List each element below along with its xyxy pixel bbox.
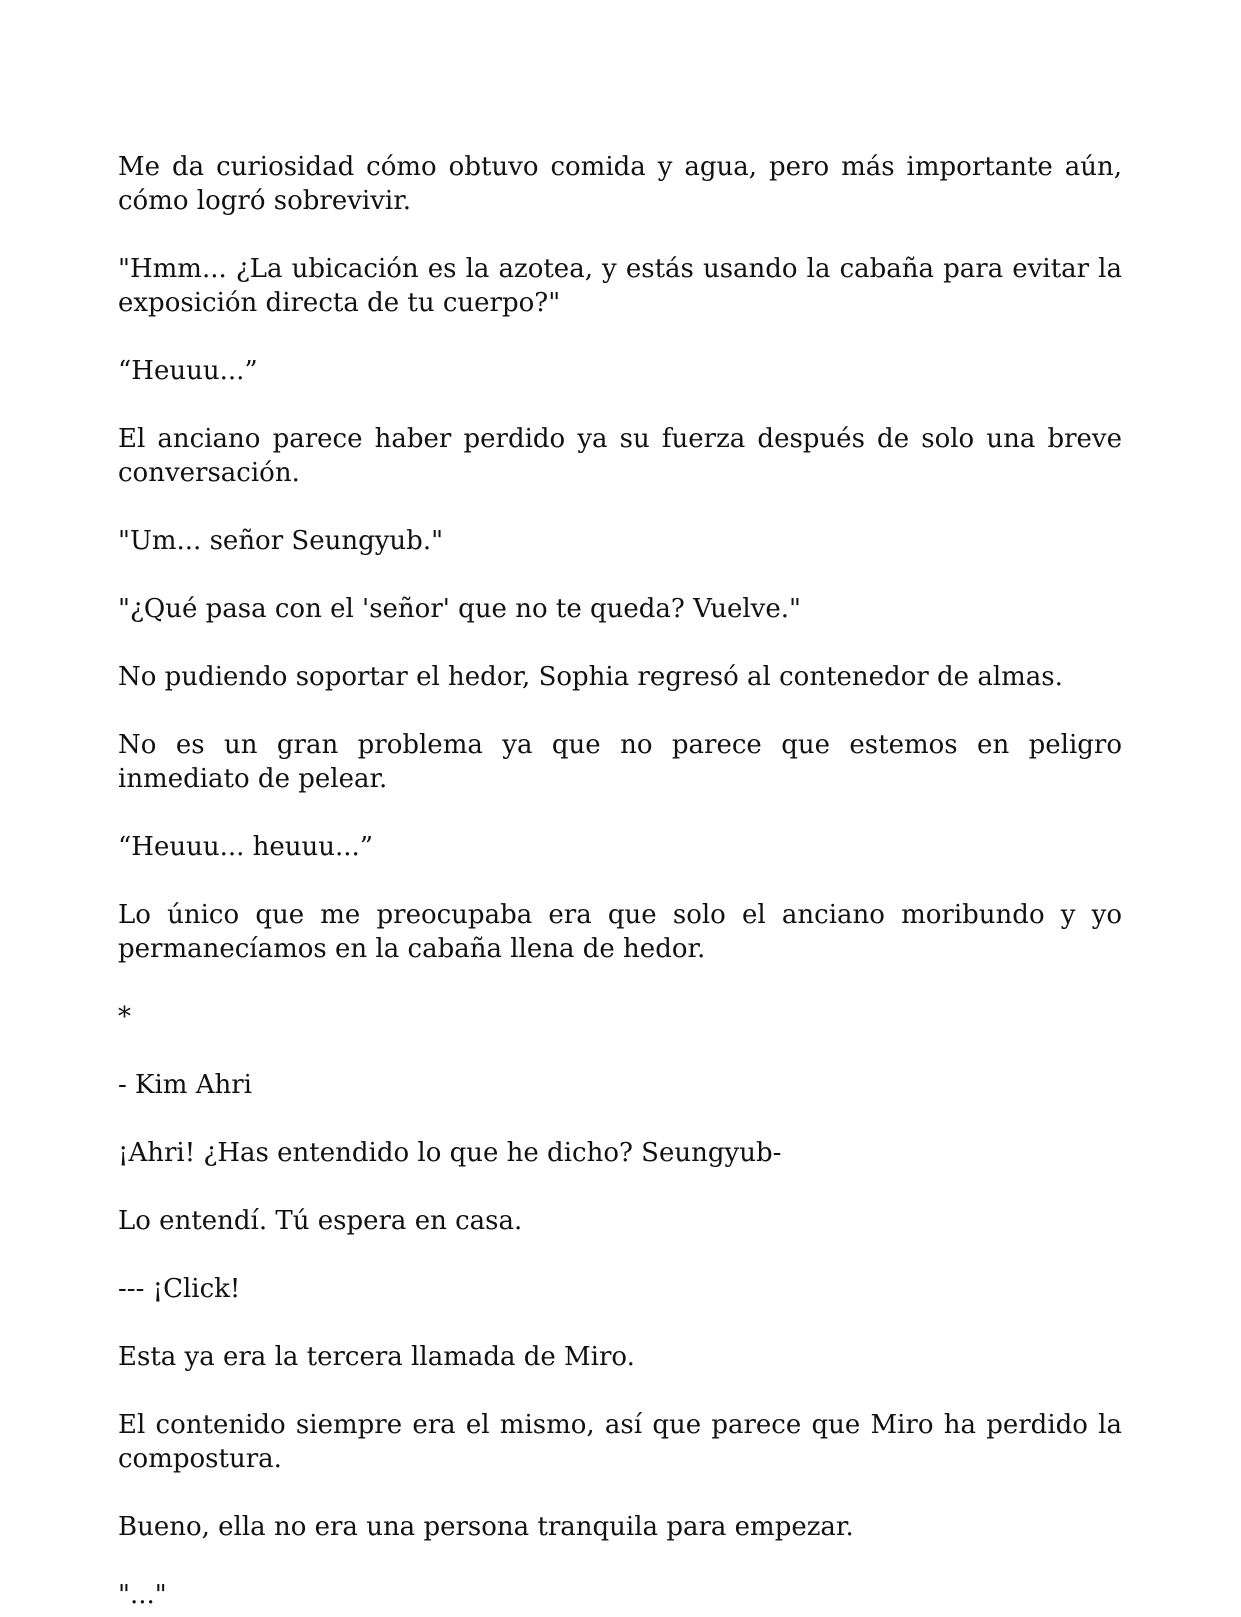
paragraph-4: El anciano parece haber perdido ya su fuerza después de solo una breve conversación.: [118, 424, 1122, 488]
paragraph-18: Bueno, ella no era una persona tranquila para empezar.: [118, 1512, 854, 1542]
paragraph-5: "Um... señor Seungyub.": [118, 526, 444, 556]
scene-break: *: [118, 1002, 131, 1032]
paragraph-19: "...": [118, 1580, 167, 1610]
paragraph-2: "Hmm... ¿La ubicación es la azotea, y estás usando la cabaña para evitar la exposición directa de tu cuerpo?": [118, 254, 1122, 318]
paragraph-1: Me da curiosidad cómo obtuvo comida y agua, pero más importante aún, cómo logró sobrevivir.: [118, 152, 1122, 216]
paragraph-8: No es un gran problema ya que no parece que estemos en peligro inmediato de pelear.: [118, 730, 1122, 794]
paragraph-3: “Heuuu...”: [118, 356, 258, 386]
paragraph-15: --- ¡Click!: [118, 1274, 241, 1304]
paragraph-12: - Kim Ahri: [118, 1070, 252, 1100]
paragraph-7: No pudiendo soportar el hedor, Sophia regresó al contenedor de almas.: [118, 662, 1063, 692]
paragraph-9: “Heuuu... heuuu...”: [118, 832, 374, 862]
paragraph-13: ¡Ahri! ¿Has entendido lo que he dicho? Seungyub-: [118, 1138, 782, 1168]
paragraph-17: El contenido siempre era el mismo, así que parece que Miro ha perdido la compostura.: [118, 1410, 1122, 1474]
paragraph-16: Esta ya era la tercera llamada de Miro.: [118, 1342, 635, 1372]
paragraph-10: Lo único que me preocupaba era que solo el anciano moribundo y yo permanecíamos en la cabaña llena de hedor.: [118, 900, 1122, 964]
paragraph-6: "¿Qué pasa con el 'señor' que no te queda? Vuelve.": [118, 594, 801, 624]
document-body: [118, 150, 1122, 1617]
paragraph-14: Lo entendí. Tú espera en casa.: [118, 1206, 523, 1236]
